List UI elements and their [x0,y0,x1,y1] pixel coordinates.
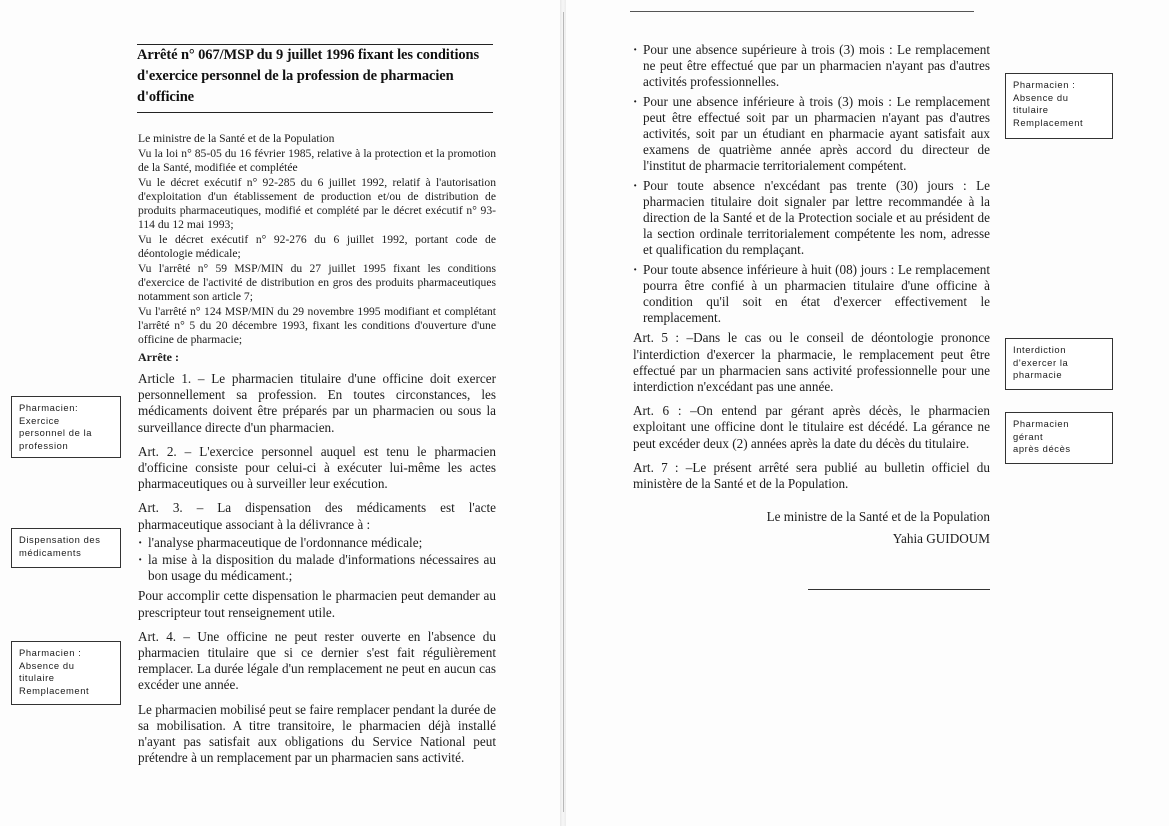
list-item: · Pour toute absence inférieure à huit (08) jours : Le remplacement pourra être confié à un pharmacien titulaire d'une officine à condition qu'il soit en état d'exercer effectivement le remplacement. [633,262,990,327]
right-column [633,42,990,550]
list-item: · Pour une absence supérieure à trois (3) mois : Le remplacement ne peut être effectué que par un pharmacien n'ayant pas d'autres activités professionnelles. [633,42,990,91]
preamble-minister: Le ministre de la Santé et de la Population [138,132,335,145]
margin-note-interdiction: Interdiction d'exercer la pharmacie [1005,338,1113,390]
list-item: · la mise à la disposition du malade d'informations nécessaires au bon usage du médicament.; [138,552,496,584]
preamble-vu-loi: Vu la loi n° 85-05 du 16 février 1985, relative à la protection et la promotion de la Santé, modifiée et complétée [138,147,496,174]
preamble-vu-decret-92-276: Vu le décret exécutif n° 92-276 du 6 juillet 1992, portant code de déontologie médicale; [138,233,496,260]
list-item: · l'analyse pharmaceutique de l'ordonnance médicale; [138,535,496,551]
article-7: Art. 7 : –Le présent arrêté sera publié au bulletin officiel du ministère de la Santé et de la Population. [633,459,990,492]
preamble-vu-decret-92-285: Vu le décret exécutif n° 92-285 du 6 juillet 1992, relatif à l'autorisation d'exploitation d'un établissement de production et/ou de distribution de produits pharmaceutiques, modifié et complété par le décret exécutif n° 93-114 du 12 mai 1993; [138,176,496,231]
article-4-absence-list [633,42,990,326]
margin-note-absence-right: Pharmacien : Absence du titulaire Remplacement [1005,73,1113,139]
article-4-paragraph-2: Le pharmacien mobilisé peut se faire remplacer pendant la durée de sa mobilisation. A titre transitoire, le pharmacien déjà installé n'ayant pas satisfait aux obligations du Service National peut prétendre à un remplacement par un pharmacien sans activité. [138,701,496,766]
article-6: Art. 6 : –On entend par gérant après décès, le pharmacien exploitant une officine dont le titulaire est décédé. La gérance ne peut excéder deux (2) années après la date du décès du titulaire. [633,403,990,451]
article-3-outro: Pour accomplir cette dispensation le pharmacien peut demander au prescripteur tout renseignement utile. [138,588,496,620]
arrete-label: Arrête : [138,350,179,364]
list-item: · Pour une absence inférieure à trois (3) mois : Le remplacement peut être effectué soit par un pharmacien n'ayant pas d'autres activités, soit par un étudiant en pharmacie ayant satisfait aux examens de quatrième année après accord du directeur de l'institut de pharmacie territorialement compétent. [633,94,990,175]
margin-note-dispensation: Dispensation des médicaments [11,528,121,568]
article-1: Article 1. – Le pharmacien titulaire d'une officine doit exercer personnellement sa profession. En toutes circonstances, les médicaments doivent être préparés par un pharmacien ou sous la surveillance directe d'un pharmacien. [138,371,496,435]
article-2: Art. 2. – L'exercice personnel auquel est tenu le pharmacien d'officine consiste pour celui-ci à exécuter lui-même les actes pharmaceutiques ou à surveiller leur exécution. [138,443,496,492]
margin-note-gerant: Pharmacien gérant après décès [1005,412,1113,464]
preamble-vu-arrete-124: Vu l'arrêté n° 124 MSP/MIN du 29 novembre 1995 modifiant et complétant l'arrêté n° 5 du 20 décembre 1993, fixant les conditions d'ouverture d'une officine de pharmacie; [138,305,496,346]
left-column [138,132,496,774]
article-4-paragraph-1: Art. 4. – Une officine ne peut rester ouverte en l'absence du pharmacien titulaire que si ce dernier s'est fait régulièrement remplacer. La durée légale d'un remplacement ne peut en aucun cas excéder une année. [138,628,496,693]
signature-rule [808,589,990,590]
signature-role: Le ministre de la Santé et de la Population [766,509,990,525]
article-5: Art. 5 : –Dans le cas ou le conseil de déontologie prononce l'interdiction d'exercer la pharmacie, le remplacement peut être effectué par un pharmacien sans activité professionnelle pour une interdiction n'excédant pas une année. [633,330,990,395]
margin-note-exercice: Pharmacien: Exercice personnel de la profession [11,396,121,458]
signature-name: Yahia GUIDOUM [892,531,990,547]
article-3-intro: Art. 3. – La dispensation des médicaments est l'acte pharmaceutique associant à la délivrance à : [138,500,496,532]
margin-note-absence-left: Pharmacien : Absence du titulaire Remplacement [11,641,121,705]
title-block [137,40,493,113]
right-page-top-rule [630,11,974,12]
list-item: · Pour toute absence n'excédant pas trente (30) jours : Le pharmacien titulaire doit signaler par lettre recommandée à la direction de la Santé et de la Protection sociale et au président de la section ordinale territorialement compétente les nom, adresse et qualification du remplaçant. [633,178,990,259]
fold-line [563,12,564,812]
document-title: Arrêté n° 067/MSP du 9 juillet 1996 fixant les conditions d'exercice personnel de la profession de pharmacien d'officine [137,47,480,105]
preamble-vu-arrete-59: Vu l'arrêté n° 59 MSP/MIN du 27 juillet 1995 fixant les conditions d'exercice de l'activité de distribution en gros des produits pharmaceutiques notamment son article 7; [138,262,496,303]
signature-block [633,506,990,550]
title-bottom-rule [137,112,493,113]
article-3-list [138,535,496,585]
